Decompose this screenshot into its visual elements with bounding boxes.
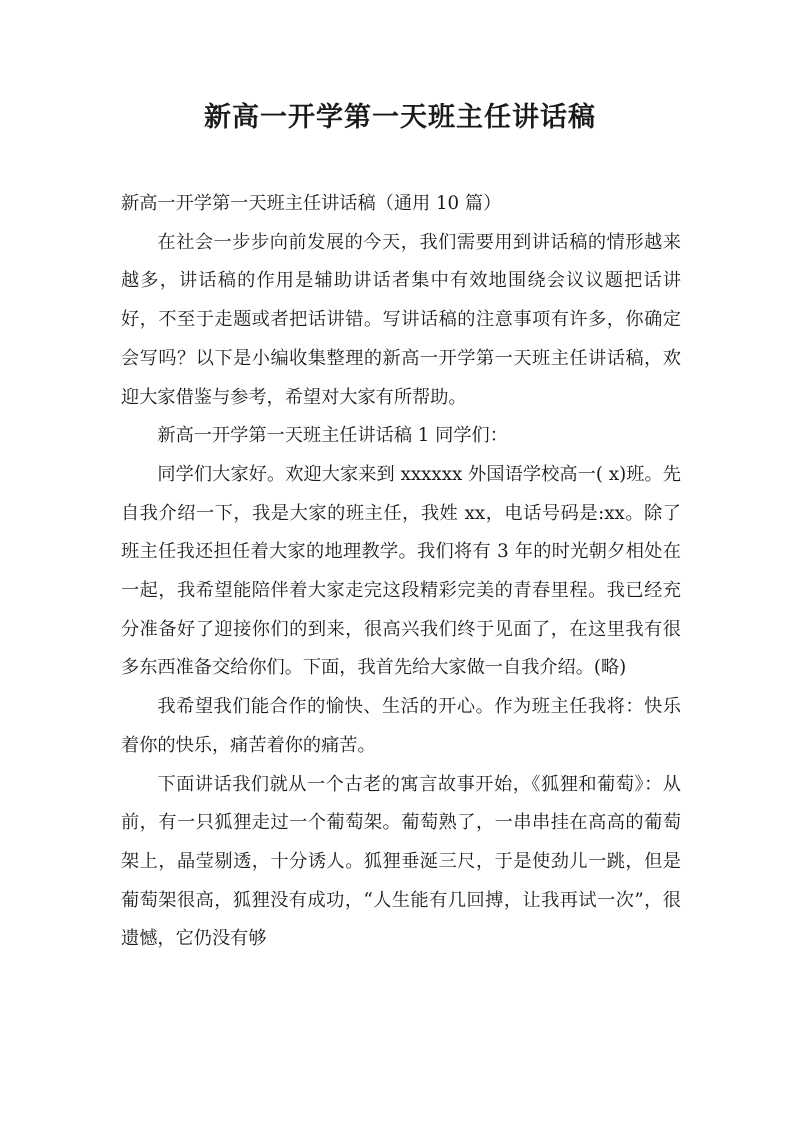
paragraph-speech-heading: 新高一开学第一天班主任讲话稿 1 同学们： (157, 425, 508, 447)
paragraph-fable: 下面讲话我们就从一个古老的寓言故事开始，《狐狸和葡萄》：从前，有一只狐狸走过一个葡萄架。葡萄熟了，一串串挂在高高的葡萄架上，晶莹剔透，十分诱人。狐狸垂涎三尺，于是使劲儿一跳，但是葡萄架很高，狐狸没有成功，“人生能有几回搏，让我再试一次”，很遗憾，它仍没有够 (121, 773, 681, 950)
paragraph-greeting: 同学们大家好。欢迎大家来到 xxxxxx 外国语学校高一( x)班。先自我介绍一下，我是大家的班主任，我姓 xx，电话号码是:xx。除了班主任我还担任着大家的地理教学。我们将有 3 年的时光朝夕相处在一起，我希望能陪伴着大家走完这段精彩完美的青春里程。我已经充分准备好了迎接你们的到来，很高兴我们终于见面了，在这里我有很多东西准备交给你们。下面，我首先给大家做一自我介绍。(略) (121, 463, 681, 679)
document-subtitle: 新高一开学第一天班主任讲话稿（通用 10 篇） (121, 193, 502, 214)
paragraph-hope: 我希望我们能合作的愉快、生活的开心。作为班主任我将：快乐着你的快乐，痛苦着你的痛苦。 (121, 696, 681, 756)
paragraph-intro: 在社会一步步向前发展的今天，我们需要用到讲话稿的情形越来越多，讲话稿的作用是辅助讲话者集中有效地围绕会议议题把话讲好，不至于走题或者把话讲错。写讲话稿的注意事项有许多，你确定会写吗？以下是小编收集整理的新高一开学第一天班主任讲话稿，欢迎大家借鉴与参考，希望对大家有所帮助。 (121, 231, 681, 408)
document-title: 新高一开学第一天班主任讲话稿 (204, 102, 596, 133)
document-body (121, 185, 681, 959)
